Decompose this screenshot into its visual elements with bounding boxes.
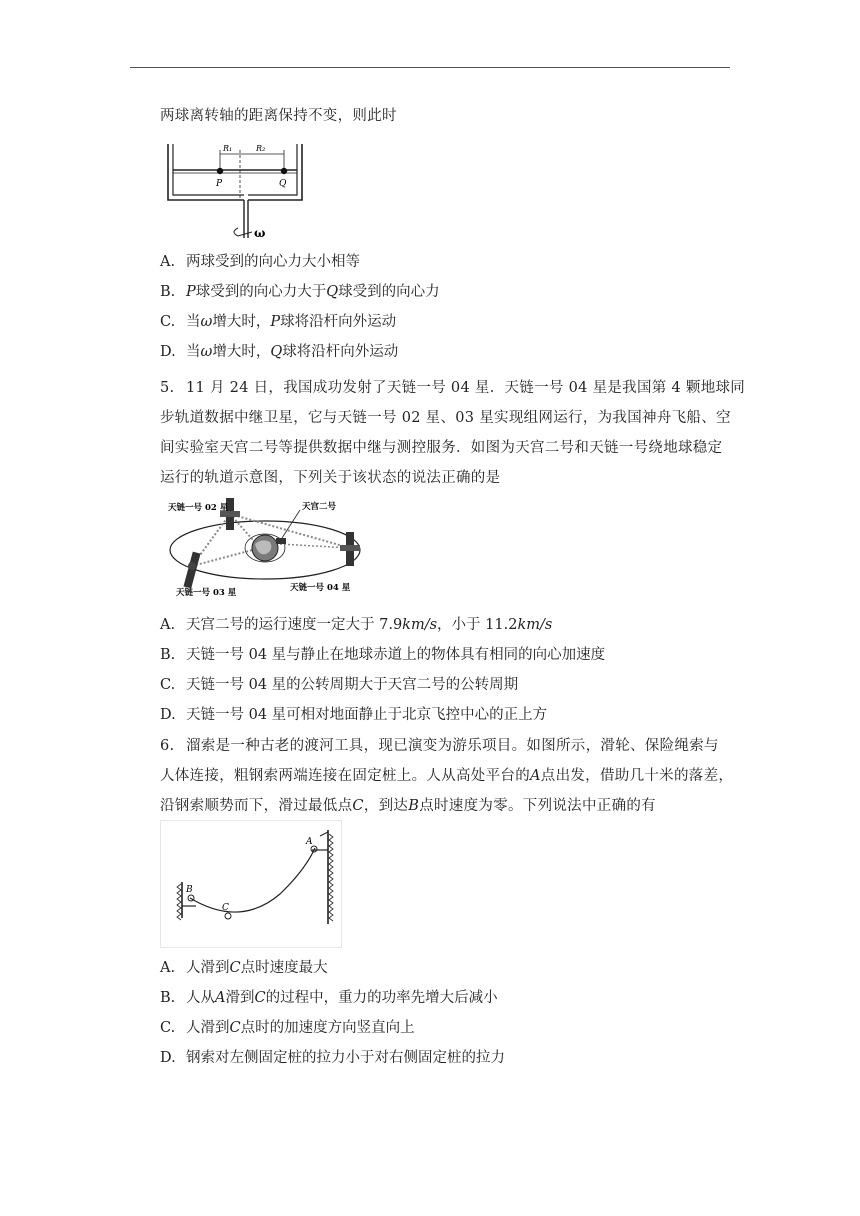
option-label: B. [160,284,176,300]
q4-stem-tail: 两球离转轴的距离保持不变，则此时 [160,108,397,124]
option-a [160,956,328,977]
q6-stem-line-1 [160,734,719,755]
option-d [160,340,398,361]
option-label: C. [160,1020,176,1036]
math-variable: B [408,798,420,814]
text-run: 钢索对左侧固定桩的拉力小于对右侧固定桩的拉力 [186,1050,505,1066]
ball-q [281,168,287,174]
option-b [160,986,498,1007]
text-run: 沿钢索顺势而下，滑过最低点 [160,798,353,814]
q5-figure-orbits [160,492,370,606]
option-label: A. [160,617,176,633]
label-satellite-04: 天链一号 04 星 [290,583,351,593]
label-tiangong2: 天宫二号 [302,502,337,512]
math-variable: P [186,284,196,300]
math-variable: A [530,768,541,784]
text-run: ，到达 [363,798,409,814]
option-label: C. [160,314,176,330]
text-run: 人从 [186,990,215,1006]
option-c [160,673,518,694]
option-label: A. [160,254,176,270]
math-variable: A [215,990,226,1006]
q5-stem-line-2: 步轨道数据中继卫星，它与天链一号 02 星、03 星实现组网运行，为我国神舟飞船、空 [160,410,731,426]
text-run: 的过程中，重力的功率先增大后减小 [265,990,498,1006]
math-variable: C [229,960,241,976]
option-b [160,643,605,664]
math-variable: C [254,990,266,1006]
text-run: 点时速度为零。下列说法中正确的有 [419,798,656,814]
math-variable: ω [200,314,213,330]
label-a: A [306,837,313,847]
q6-stem-line-2 [160,764,733,785]
text-run: 天链一号 04 星的公转周期大于天宫二号的公转周期 [186,677,519,693]
option-a [160,613,552,634]
math-variable: ω [200,344,213,360]
option-label: A. [160,960,176,976]
option-label: B. [160,647,176,663]
text-run: 两球受到的向心力大小相等 [186,254,360,270]
label-p: P [216,179,223,189]
text-run: 点出发，借助几十米的落差， [540,768,734,784]
label-q: Q [279,179,287,189]
label-b: B [186,885,193,895]
text-run: ，小于 11.2 [437,617,518,633]
label-r1: R₁ [223,144,233,153]
text-run: 当 [186,344,201,360]
q6-stem-line-3 [160,794,656,815]
text-run: 球受到的向心力大于 [195,284,327,300]
text-run: 球将沿杆向外运动 [280,314,397,330]
label-omega: ω [254,226,266,240]
text-run: 当 [186,314,201,330]
text-run: 增大时， [212,344,271,360]
option-d [160,703,547,724]
text-run: 球将沿杆向外运动 [282,344,399,360]
text-run: 天链一号 04 星与静止在地球赤道上的物体具有相同的向心加速度 [186,647,606,663]
rider-c-icon [225,913,231,919]
math-variable: C [352,798,364,814]
option-label: B. [160,990,176,1006]
q6-figure-zipline [160,820,342,952]
text-run: 球受到的向心力 [338,284,440,300]
option-b [160,280,440,301]
text-run: 人体连接，粗钢索两端连接在固定桩上。人从高处平台的 [160,768,530,784]
option-c [160,310,396,331]
satellite-04-icon [340,532,360,566]
label-r2: R₂ [256,144,266,153]
text-run: 溜索是一种古老的渡河工具，现已演变为游乐项目。如图所示，滑轮、保险绳索与 [186,738,719,754]
text-run: 增大时， [212,314,271,330]
text-run: 天宫二号的运行速度一定大于 7.9 [186,617,403,633]
q6-number: 6. [160,738,175,754]
label-satellite-03: 天链一号 03 星 [176,588,237,598]
math-variable: C [229,1020,241,1036]
text-run: 人滑到 [186,960,230,976]
option-d [160,1046,505,1067]
label-satellite-02: 天链一号 02 星 [168,503,229,513]
option-label: D. [160,707,176,723]
math-variable: P [270,314,281,330]
tiangong-icon [276,510,300,544]
q5-stem-line-4: 运行的轨道示意图，下列关于该状态的说法正确的是 [160,470,501,486]
option-label: C. [160,677,176,693]
q5-stem-line-1: 5. 11 月 24 日，我国成功发射了天链一号 04 星．天链一号 04 星是我国第 4 颗地球同 [160,380,746,396]
q5-stem-line-3: 间实验室天宫二号等提供数据中继与测控服务．如图为天宫二号和天链一号绕地球稳定 [160,440,723,456]
text-run: 点时的加速度方向竖直向上 [240,1020,415,1036]
ball-p [217,168,223,174]
option-c [160,1016,415,1037]
math-variable: Q [326,284,339,300]
math-variable: km/s [402,617,438,633]
text-run: 点时速度最大 [240,960,328,976]
option-a [160,250,360,271]
text-run: 滑到 [225,990,255,1006]
text-run: 天链一号 04 星可相对地面静止于北京飞控中心的正上方 [186,707,548,723]
math-variable: Q [270,344,283,360]
q4-figure-rotating-frame [160,140,310,244]
text-run: 人滑到 [186,1020,230,1036]
option-label: D. [160,344,176,360]
header-rule [130,67,730,68]
label-c: C [222,903,229,913]
math-variable: km/s [517,617,553,633]
q5-number: 5. [160,380,175,396]
option-label: D. [160,1050,176,1066]
